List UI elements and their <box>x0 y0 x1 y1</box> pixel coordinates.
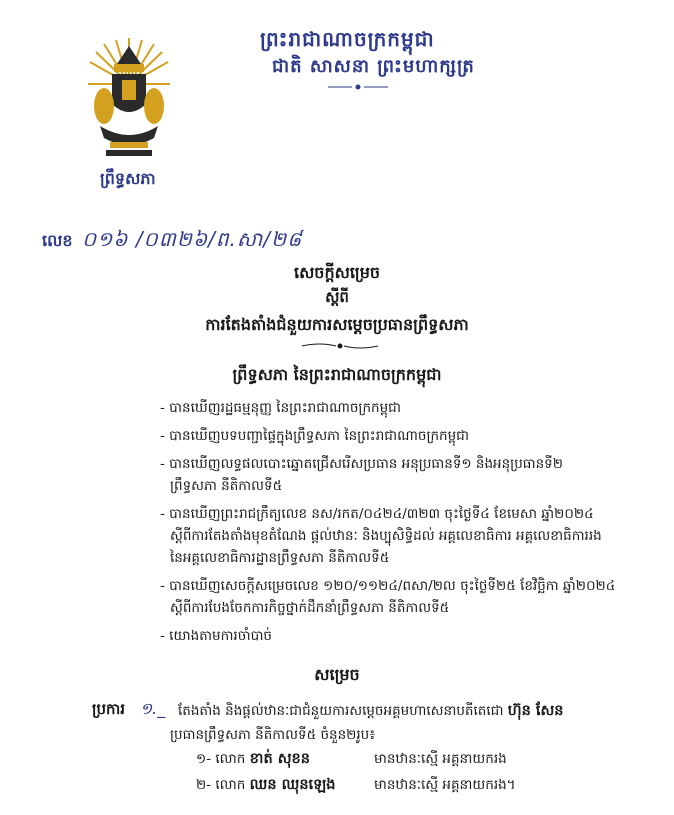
kingdom-title: ព្រះរាជាណាចក្រកម្ពុជា <box>260 27 435 51</box>
member-rank: មានឋានៈស្មើ អគ្គនាយករង។ <box>374 777 516 793</box>
issuing-body: ព្រឹទ្ធសភា នៃព្រះរាជាណាចក្រកម្ពុជា <box>232 365 442 384</box>
visto-item-cont: ស្ដីពីការតែងតាំងមុខតំណែង ផ្ដល់ឋានៈ និងប្បុសិទ្ធិដល់ អគ្គលេខាធិការ អគ្គលេខាធិការរង <box>170 528 602 544</box>
member-row <box>196 776 335 797</box>
visto-item: - បានឃើញព្រះរាជក្រឹត្យលេខ នស/រកត/០៤២៤/៣២៣ ចុះថ្ងៃទី៤ ខែមេសា ឆ្នាំ២០២៤ <box>160 506 594 522</box>
article-person-name: ហ៊ុន សែន <box>507 703 564 719</box>
visto-item: - បានឃើញសេចក្ដីសម្រេចលេខ ១២០/១១២៤/ពសា/២ល ចុះថ្ងៃទី២៥ ខែវិច្ឆិកា ឆ្នាំ២០២៤ <box>160 578 616 594</box>
title-ornament-icon <box>300 340 380 352</box>
visto-item: - បានឃើញលទ្ធផលបោះឆ្នោតជ្រើសរើសប្រធាន អនុប្រធានទី១ និងអនុប្រធានទី២ <box>160 456 563 472</box>
decides-heading: សម្រេច <box>314 665 360 684</box>
motto-ornament-icon <box>328 82 388 92</box>
decision-subject: ការតែងតាំងជំនួយការសម្ដេចប្រធានព្រឹទ្ធសភា <box>205 315 469 334</box>
member-rank: មានឋានៈស្មើ អគ្គនាយករង <box>374 751 507 767</box>
article-label: ប្រការ <box>92 700 126 718</box>
member-prefix: ១- លោក <box>196 751 246 767</box>
article-text-before: តែងតាំង និងផ្ដល់ឋានៈជាជំនួយការសម្ដេចអគ្គមហាសេនាបតីតេជោ <box>178 703 504 719</box>
reference-number-label: លេខ <box>42 231 73 250</box>
royal-arms-emblem-icon <box>84 34 174 162</box>
visto-item-cont: នៃអគ្គលេខាធិការដ្ឋានព្រឹទ្ធសភា នីតិកាលទី៥ <box>170 550 390 566</box>
institution-name: ព្រឹទ្ធសភា <box>100 169 156 188</box>
article-text-line2: ប្រធានព្រឹទ្ធសភា នីតិកាលទី៥ ចំនួន២រូប៖ <box>170 727 376 743</box>
member-prefix: ២- លោក <box>196 777 246 793</box>
visto-item: - បានឃើញបទបញ្ជាផ្ទៃក្នុងព្រឹទ្ធសភា នៃព្រះរាជាណាចក្រកម្ពុជា <box>160 428 470 444</box>
member-row <box>196 750 310 771</box>
member-name: ឈន ឈុនឡេង <box>249 777 336 793</box>
member-name: ខាត់ សុខន <box>249 751 310 767</box>
visto-item-cont: ស្ដីពីការបែងចែកការកិច្ចថ្នាក់ដឹកនាំព្រឹទ្ធសភា នីតិកាលទី៥ <box>170 600 450 616</box>
national-motto: ជាតិ សាសនា ព្រះមហាក្សត្រ <box>272 56 475 77</box>
reference-number-value: ០១៦ /០៣២៦/ព.សា/២៨ <box>82 227 303 251</box>
decision-title: សេចក្ដីសម្រេច <box>293 263 380 282</box>
visto-item: - យោងតាមការចាំបាច់ <box>160 628 272 644</box>
article-text <box>178 702 563 723</box>
visto-item-cont: ព្រឹទ្ធសភា នីតិកាលទី៥ <box>170 478 283 494</box>
visto-item: - បានឃើញរដ្ឋធម្មនុញ្ញ នៃព្រះរាជាណាចក្រកម្ពុជា <box>160 400 402 416</box>
decision-subject-label: ស្ដីពី <box>325 288 349 306</box>
article-number: ១._ <box>140 699 166 718</box>
